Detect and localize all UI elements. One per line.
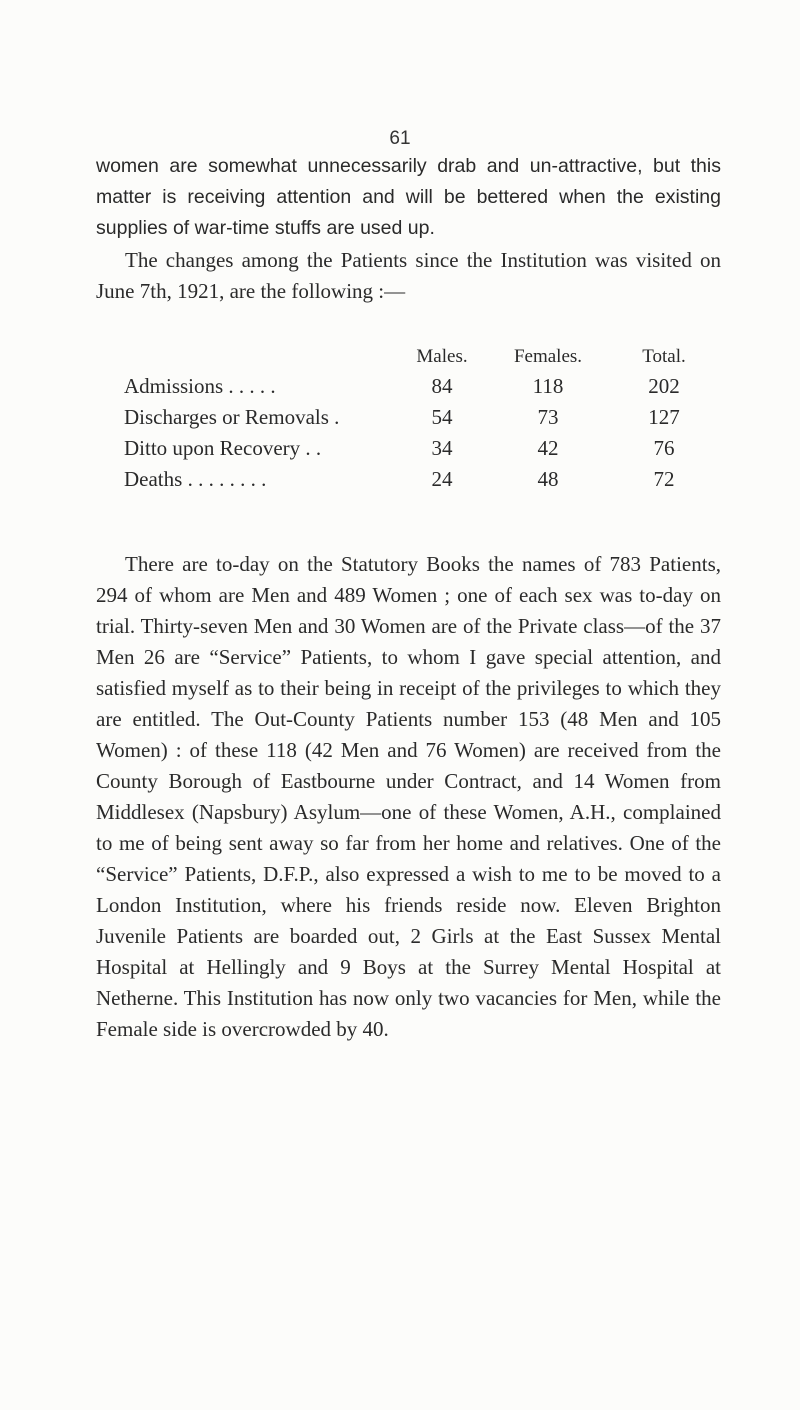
cell-males: 84: [431, 374, 453, 398]
table-row: [124, 433, 724, 464]
table-row: [124, 464, 724, 495]
row-label: Deaths . . . . . . . .: [124, 467, 267, 491]
header-total: Total.: [642, 346, 686, 367]
page-number: 61: [389, 128, 411, 149]
cell-males: 24: [431, 467, 453, 491]
cell-total: 76: [653, 436, 675, 460]
paragraph-statutory-books: There are to-day on the Statutory Books the names of 783 Patients, 294 of whom are Men and 489 Women ; one of each sex was to-day on trial. Thirty-seven Men and 30 Women are of the Private class—of the 37 Men 26 are “Service” Patients, to whom I gave special attention, and satisfied myself as to their being in receipt of the privileges to which they are entitled. The Out-County Patients number 153 (48 Men and 105 Women) : of these 118 (42 Men and 76 Women) are received from the County Borough of Eastbourne under Contract, and 14 Women from Middlesex (Napsbury) Asylum—one of these Women, A.H., complained to me of being sent away so far from her home and relatives. One of the “Service” Patients, D.F.P., also expressed a wish to me to be moved to a London Institution, where his friends reside now. Eleven Brighton Juvenile Patients are boarded out, 2 Girls at the East Sussex Mental Hospital at Hellingly and 9 Boys at the Surrey Mental Hospital at Netherne. This Institution has now only two vacancies for Men, while the Female side is overcrowded by 40.: [96, 552, 721, 1041]
row-label: Discharges or Removals .: [124, 405, 340, 429]
paragraph-changes-intro: The changes among the Patients since the Institution was visited on June 7th, 1921, are the following :—: [96, 248, 721, 303]
cell-males: 54: [431, 405, 453, 429]
cell-females: 48: [537, 467, 559, 491]
header-females: Females.: [513, 346, 583, 367]
cell-females: 73: [537, 405, 559, 429]
cell-total: 127: [648, 405, 680, 429]
patient-changes-table: [124, 343, 724, 495]
cell-females: 42: [537, 436, 559, 460]
header-males: Males.: [416, 346, 468, 367]
header-label: [124, 343, 392, 371]
table-row: [124, 371, 724, 402]
row-label: Ditto upon Recovery . .: [124, 436, 322, 460]
cell-females: 118: [532, 374, 564, 398]
cell-males: 34: [431, 436, 453, 460]
cell-total: 72: [653, 467, 675, 491]
table-row: [124, 402, 724, 433]
paragraph-opening: women are somewhat unnecessarily drab and un-attractive, but this matter is receiving attention and will be bettered when the existing supplies of war-time stuffs are used up.: [96, 155, 721, 239]
table-header-row: [124, 343, 724, 371]
cell-total: 202: [648, 374, 680, 398]
row-label: Admissions . . . . .: [124, 374, 276, 398]
